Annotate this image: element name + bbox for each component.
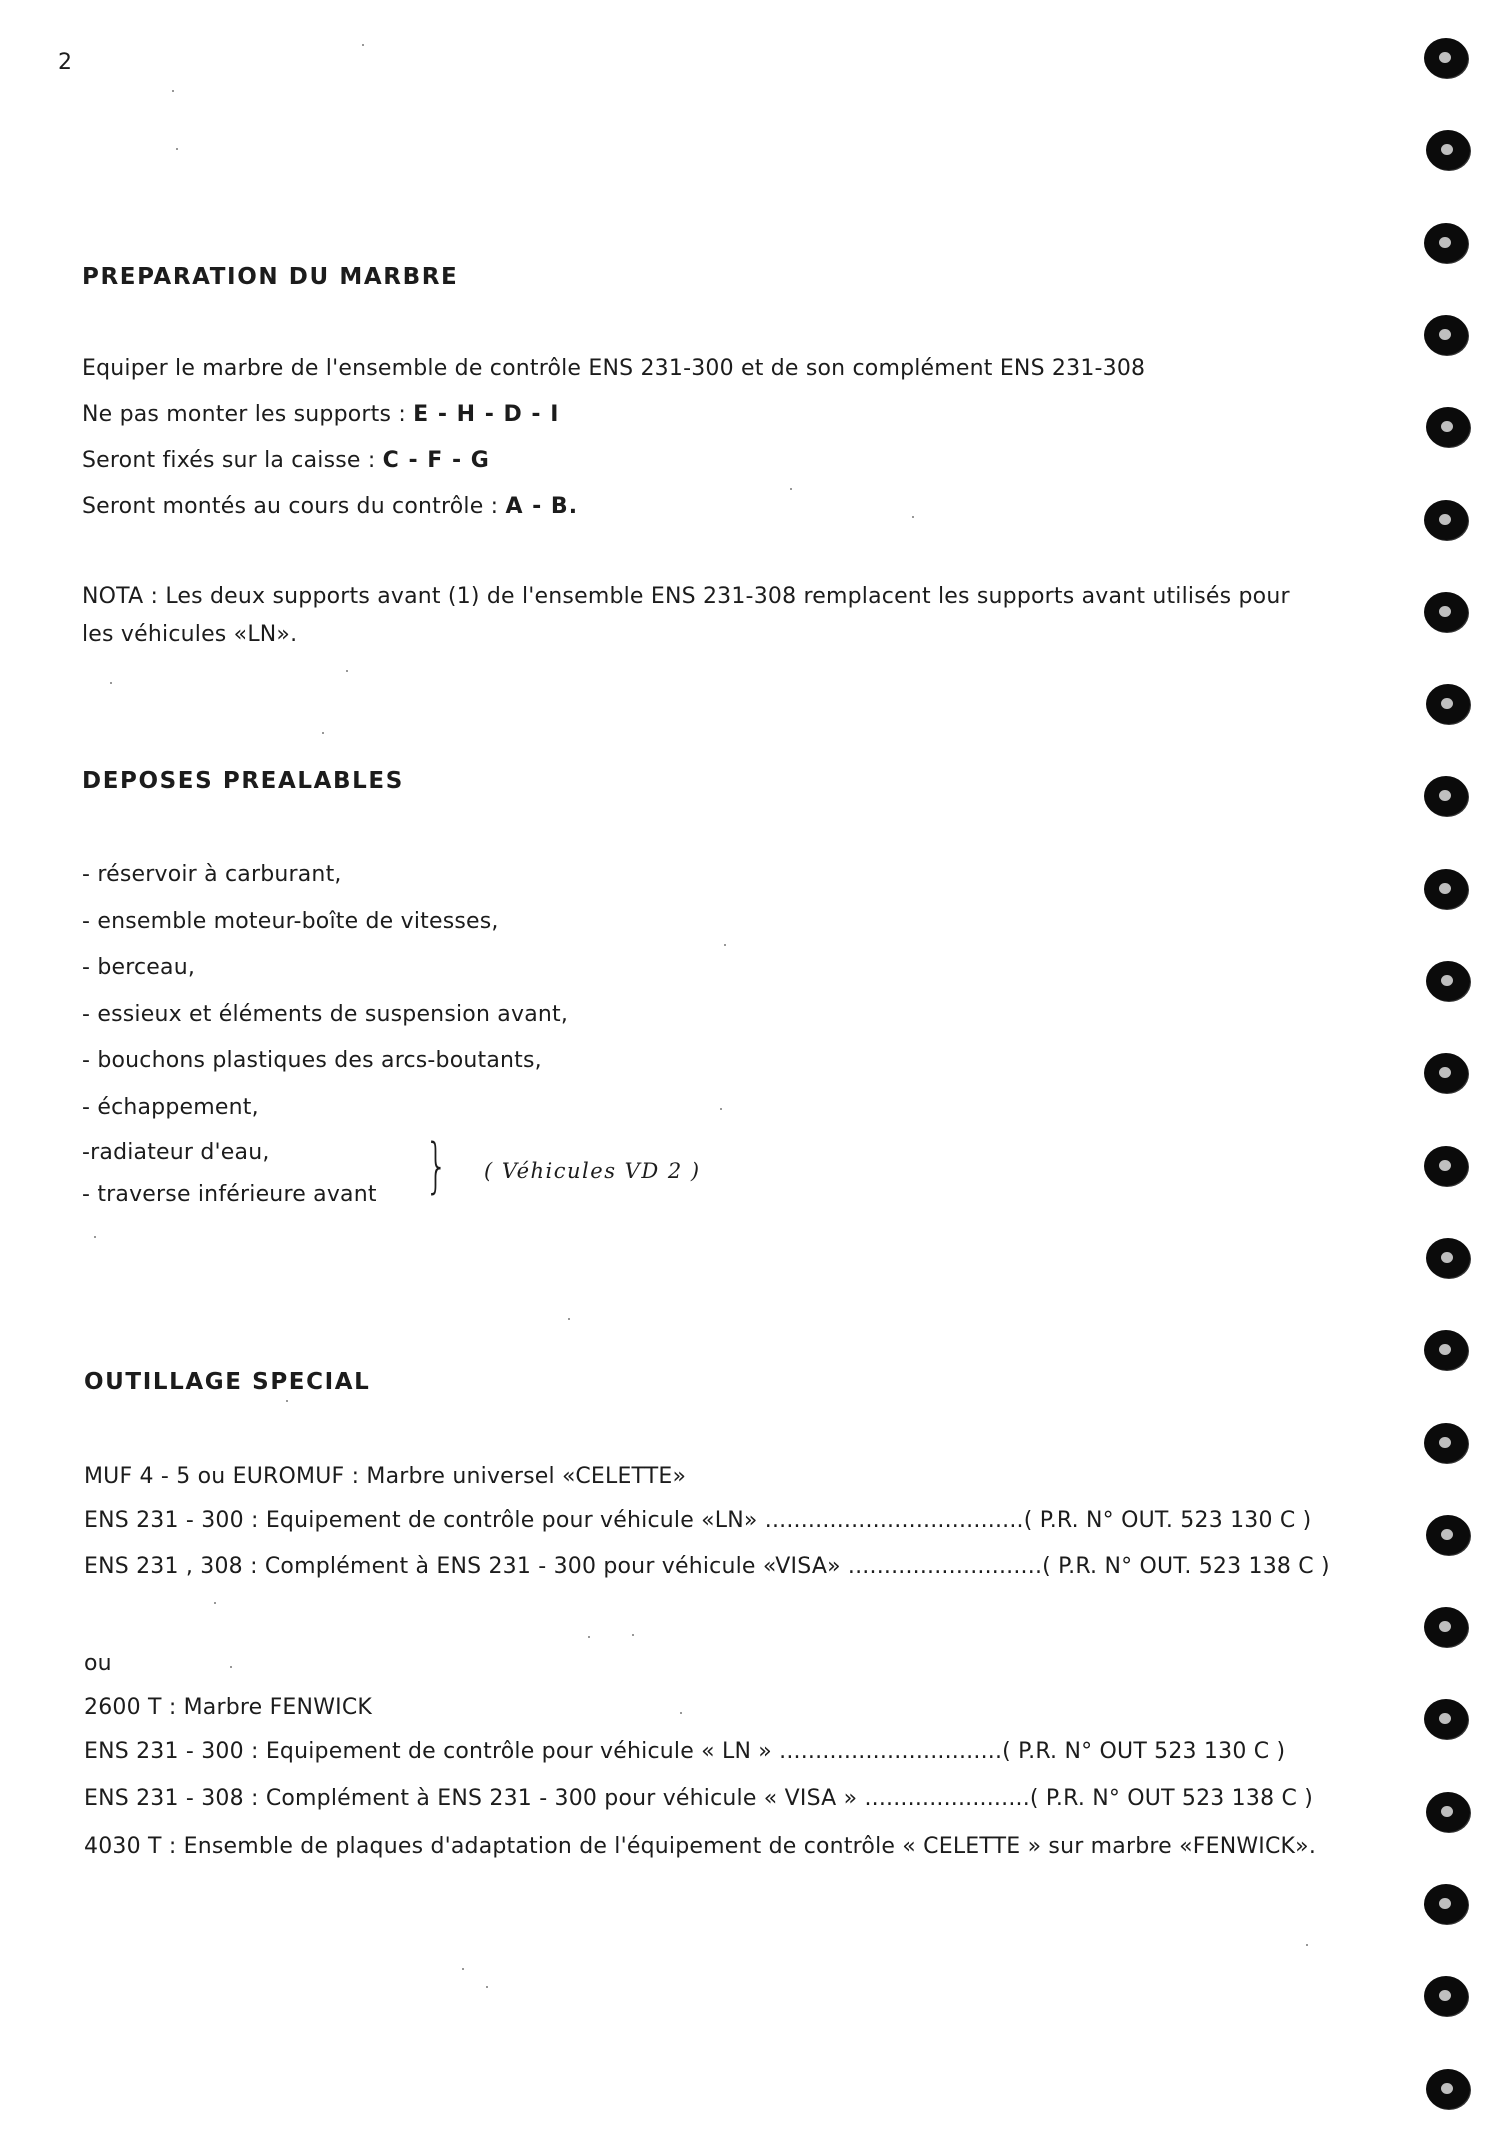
scan-speck: [176, 148, 178, 150]
depose-item: - berceau,: [82, 955, 196, 980]
tool-line: 2600 T : Marbre FENWICK: [84, 1695, 373, 1720]
binding-hole-icon: [1426, 130, 1470, 170]
equip-line: Equiper le marbre de l'ensemble de contrôle ENS 231-300 et de son complément ENS 231-308: [82, 356, 1146, 381]
fixed-value: C - F - G: [382, 448, 490, 473]
binding-hole-icon: [1424, 315, 1468, 355]
binding-hole-icon: [1426, 684, 1470, 724]
supports-label: Ne pas monter les supports :: [82, 402, 414, 427]
depose-item: - bouchons plastiques des arcs-boutants,: [82, 1048, 542, 1073]
scan-speck: [362, 44, 364, 46]
ou-separator: ou: [84, 1651, 112, 1676]
scan-speck: [790, 488, 792, 490]
nota-line-2: les véhicules «LN».: [82, 622, 298, 647]
brace-grouping: }: [425, 1131, 448, 1201]
binding-holes: [1422, 0, 1482, 2147]
binding-hole-icon: [1424, 1976, 1468, 2016]
supports-value: E - H - D - I: [413, 402, 560, 427]
depose-item: - réservoir à carburant,: [82, 862, 342, 887]
binding-hole-icon: [1424, 1699, 1468, 1739]
scan-speck: [172, 90, 174, 92]
scan-speck: [322, 732, 324, 734]
binding-hole-icon: [1426, 1515, 1470, 1555]
scan-speck: [588, 1636, 590, 1638]
binding-hole-icon: [1424, 592, 1468, 632]
scan-speck: [720, 1108, 722, 1110]
binding-hole-icon: [1424, 1423, 1468, 1463]
section-heading-deposes: DEPOSES PREALABLES: [82, 768, 404, 794]
depose-item: -radiateur d'eau,: [82, 1140, 270, 1165]
scan-speck: [214, 1602, 216, 1604]
depose-item: - essieux et éléments de suspension avant,: [82, 1002, 569, 1027]
binding-hole-icon: [1426, 1238, 1470, 1278]
mounted-line: [82, 494, 578, 519]
section-heading-preparation: PREPARATION DU MARBRE: [82, 264, 459, 290]
binding-hole-icon: [1424, 500, 1468, 540]
scan-speck: [94, 1236, 96, 1238]
fixed-label: Seront fixés sur la caisse :: [82, 448, 383, 473]
binding-hole-icon: [1426, 961, 1470, 1001]
depose-item: - ensemble moteur-boîte de vitesses,: [82, 909, 499, 934]
binding-hole-icon: [1424, 38, 1468, 78]
mounted-label: Seront montés au cours du contrôle :: [82, 494, 506, 519]
tool-line: MUF 4 - 5 ou EUROMUF : Marbre universel «CELETTE»: [84, 1464, 687, 1489]
binding-hole-icon: [1424, 1884, 1468, 1924]
scan-speck: [286, 1400, 288, 1402]
scan-speck: [724, 944, 726, 946]
binding-hole-icon: [1424, 1146, 1468, 1186]
tool-line: ENS 231 - 308 : Complément à ENS 231 - 300 pour véhicule « VISA » .......................( P.R. N° OUT 523 138 C ): [84, 1786, 1314, 1811]
binding-hole-icon: [1424, 223, 1468, 263]
tool-line: ENS 231 , 308 : Complément à ENS 231 - 300 pour véhicule «VISA» ...........................( P.R. N° OUT. 523 138 C ): [84, 1554, 1330, 1579]
vehicles-vd2-note: ( Véhicules VD 2 ): [484, 1159, 701, 1183]
binding-hole-icon: [1424, 869, 1468, 909]
scan-speck: [912, 516, 914, 518]
fixed-line: [82, 448, 490, 473]
page-number: 2: [58, 50, 72, 75]
scan-speck: [230, 1666, 232, 1668]
binding-hole-icon: [1424, 1053, 1468, 1093]
depose-item: - échappement,: [82, 1095, 259, 1120]
supports-line: [82, 402, 559, 427]
section-heading-outillage: OUTILLAGE SPECIAL: [84, 1369, 371, 1395]
binding-hole-icon: [1426, 2069, 1470, 2109]
scan-speck: [110, 682, 112, 684]
tool-line: 4030 T : Ensemble de plaques d'adaptation de l'équipement de contrôle « CELETTE » sur marbre «FENWICK».: [84, 1834, 1317, 1859]
binding-hole-icon: [1424, 1607, 1468, 1647]
nota-line-1: NOTA : Les deux supports avant (1) de l'ensemble ENS 231-308 remplacent les supports avant utilisés pour: [82, 584, 1290, 609]
scan-speck: [1306, 1944, 1308, 1946]
binding-hole-icon: [1426, 407, 1470, 447]
scan-speck: [568, 1318, 570, 1320]
scan-speck: [632, 1634, 634, 1636]
scan-speck: [680, 1712, 682, 1714]
binding-hole-icon: [1424, 1330, 1468, 1370]
scan-speck: [486, 1986, 488, 1988]
binding-hole-icon: [1424, 776, 1468, 816]
binding-hole-icon: [1426, 1792, 1470, 1832]
scan-speck: [346, 670, 348, 672]
tool-line: ENS 231 - 300 : Equipement de contrôle pour véhicule «LN» ....................................( P.R. N° OUT. 523 130 C ): [84, 1508, 1312, 1533]
scan-speck: [462, 1968, 464, 1970]
tool-line: ENS 231 - 300 : Equipement de contrôle pour véhicule « LN » ...............................( P.R. N° OUT 523 130 C ): [84, 1739, 1286, 1764]
depose-item: - traverse inférieure avant: [82, 1182, 377, 1207]
mounted-value: A - B.: [505, 494, 579, 519]
